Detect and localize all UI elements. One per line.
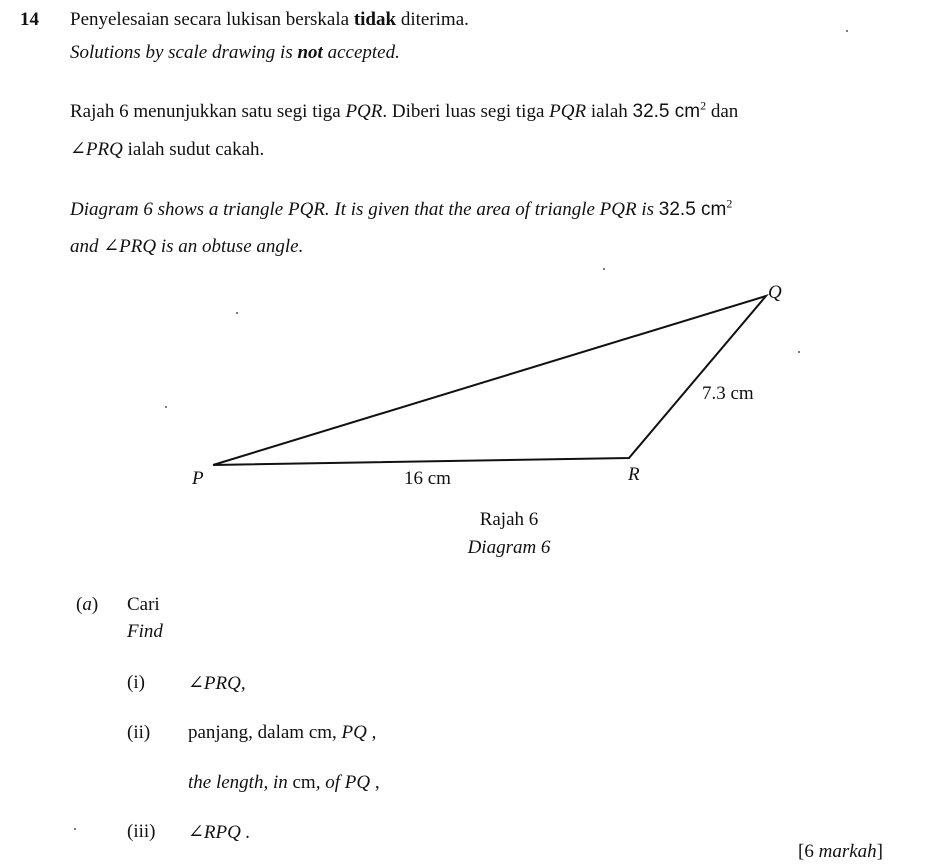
notice-english-bold: not xyxy=(297,42,323,63)
stem-malay-text-d: dan xyxy=(706,101,739,122)
stem-english-angle: ∠PRQ xyxy=(103,236,157,257)
subpart-iii-text: ∠RPQ . xyxy=(188,822,251,843)
stem-english-area: 32.5 cm xyxy=(658,199,727,220)
stem-malay-pqr: PQR xyxy=(345,101,383,122)
diagram-caption-english: Diagram 6 xyxy=(467,537,551,558)
triangle-pqr-outline xyxy=(213,296,766,465)
stem-malay-text-e: ialah sudut cakah. xyxy=(122,139,265,160)
scan-speck xyxy=(236,312,238,314)
scan-speck xyxy=(603,268,605,270)
subpart-ii-english-c: , of xyxy=(315,772,345,793)
question-number: 14 xyxy=(20,9,39,30)
vertex-r-label: R xyxy=(628,464,640,485)
subpart-ii-malay-a: panjang, dalam cm, xyxy=(188,722,342,743)
stem-english-text-a: Diagram 6 shows a triangle PQR. It is given that the area of triangle PQR is xyxy=(70,199,659,220)
stem-malay-area-exp: 2 xyxy=(700,98,707,113)
stem-english-text-b: and xyxy=(70,236,104,257)
scan-speck xyxy=(74,828,76,830)
stem-malay-angle: ∠PRQ xyxy=(70,139,123,160)
vertex-p-label: P xyxy=(192,468,204,489)
stem-malay-text-a: Rajah 6 menunjukkan satu segi tiga xyxy=(70,101,346,122)
marks-label xyxy=(798,841,883,863)
stem-malay-text-b: . Diberi luas segi tiga xyxy=(382,101,550,122)
part-a-cari: Cari xyxy=(127,594,160,615)
subpart-i-number: (i) xyxy=(127,672,145,693)
notice-malay-prefix: Penyelesaian secara lukisan berskala xyxy=(70,9,354,30)
notice-english-suffix: accepted. xyxy=(322,42,400,63)
scan-speck xyxy=(846,30,848,32)
marks-close: ] xyxy=(876,841,883,862)
stem-malay-area: 32.5 cm xyxy=(632,101,701,122)
notice-english-prefix: Solutions by scale drawing is xyxy=(70,42,298,63)
part-a-find: Find xyxy=(127,621,163,642)
scan-speck xyxy=(798,351,800,353)
subpart-ii-malay-pq: PQ xyxy=(341,722,367,743)
side-rq-label: 7.3 cm xyxy=(702,383,754,404)
side-pr-label: 16 cm xyxy=(404,468,451,489)
part-a-label: (a) xyxy=(76,594,99,615)
subpart-ii-text-english xyxy=(188,772,380,794)
subpart-ii-number: (ii) xyxy=(127,722,151,743)
part-a-letter: a xyxy=(82,594,92,615)
subpart-iii-number: (iii) xyxy=(127,821,156,842)
vertex-q-label: Q xyxy=(768,282,782,303)
subpart-ii-english-e: , xyxy=(370,772,380,793)
subpart-ii-english-a: the length, in xyxy=(188,772,293,793)
notice-malay-bold: tidak xyxy=(353,9,397,30)
stem-malay-text-c: ialah xyxy=(586,101,633,122)
stem-english-area-exp: 2 xyxy=(726,196,733,211)
subpart-ii-text-malay xyxy=(188,722,376,744)
stem-malay-pqr2: PQR xyxy=(549,101,587,122)
subpart-i-text: ∠PRQ, xyxy=(188,673,246,694)
marks-open: [6 xyxy=(798,841,819,862)
diagram-caption-malay: Rajah 6 xyxy=(479,509,539,530)
notice-malay-suffix: diterima. xyxy=(396,9,469,30)
scan-speck xyxy=(165,406,167,408)
subpart-ii-english-pq: PQ xyxy=(344,772,371,793)
marks-word: markah xyxy=(818,841,877,862)
stem-english-text-c: is an obtuse angle. xyxy=(156,236,304,257)
subpart-ii-malay-c: , xyxy=(366,722,377,743)
subpart-ii-english-cm: cm xyxy=(292,772,316,793)
